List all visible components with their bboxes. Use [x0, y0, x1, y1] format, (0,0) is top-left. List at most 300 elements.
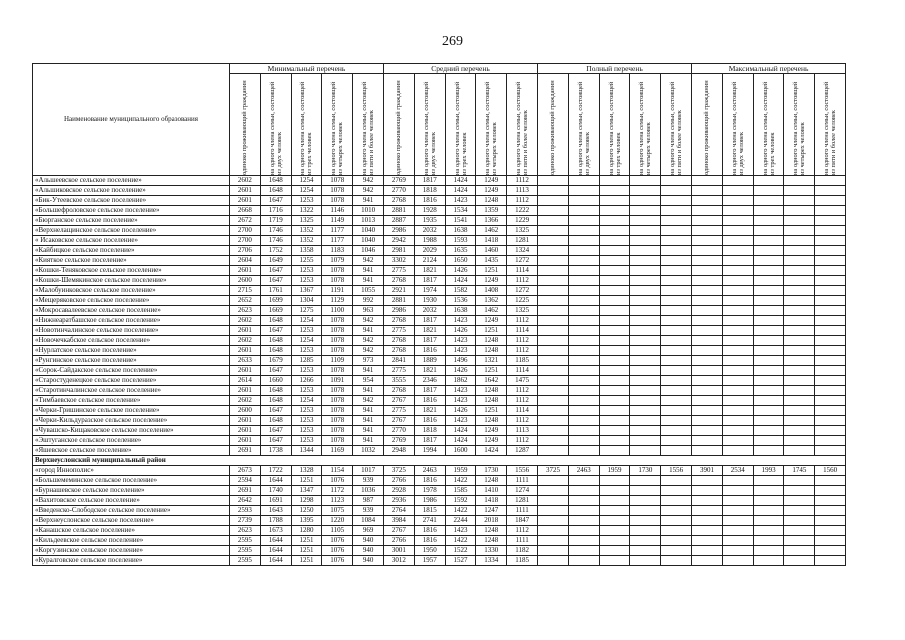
value-cell [784, 536, 815, 546]
table-row [33, 496, 846, 506]
table-row [33, 176, 846, 186]
value-cell: 2602 [230, 336, 261, 346]
value-cell: 1304 [291, 296, 322, 306]
municipality-name: «Эштуганское сельское поселение» [33, 436, 230, 446]
value-cell [784, 426, 815, 436]
value-cell: 1191 [322, 286, 353, 296]
value-cell [568, 556, 599, 566]
value-cell: 942 [353, 176, 384, 186]
value-cell [568, 306, 599, 316]
value-cell: 1249 [476, 316, 507, 326]
group-header-maximal: Максимальный перечень [692, 64, 846, 74]
value-cell [599, 316, 630, 326]
value-cell [538, 486, 569, 496]
value-cell [661, 376, 692, 386]
value-cell: 1986 [414, 496, 445, 506]
table-row [33, 226, 846, 236]
municipality-name: «Куралговское сельское поселение» [33, 556, 230, 566]
value-cell [815, 476, 846, 486]
value-cell [630, 336, 661, 346]
value-cell [815, 286, 846, 296]
value-cell [568, 316, 599, 326]
value-cell: 1928 [414, 206, 445, 216]
table-row [33, 516, 846, 526]
value-cell: 2921 [384, 286, 415, 296]
value-cell: 2766 [384, 536, 415, 546]
value-cell: 1248 [476, 526, 507, 536]
value-cell [538, 316, 569, 326]
value-cell [784, 336, 815, 346]
value-cell [692, 556, 723, 566]
value-cell: 2463 [568, 466, 599, 476]
value-cell: 1251 [476, 266, 507, 276]
table-row [33, 386, 846, 396]
value-cell: 942 [353, 396, 384, 406]
subcolumn-header-label: на одного члена семьи, состоящей из пяти и более человек [515, 81, 530, 175]
value-cell [538, 176, 569, 186]
value-cell [722, 316, 753, 326]
value-cell: 1177 [322, 236, 353, 246]
value-cell: 1010 [353, 206, 384, 216]
value-cell: 1673 [260, 526, 291, 536]
value-cell [630, 366, 661, 376]
value-cell: 1112 [507, 386, 538, 396]
table-row [33, 556, 846, 566]
value-cell: 1556 [507, 466, 538, 476]
value-cell [815, 196, 846, 206]
value-cell: 941 [353, 326, 384, 336]
value-cell: 1272 [507, 286, 538, 296]
value-cell [568, 216, 599, 226]
value-cell [538, 516, 569, 526]
value-cell: 1821 [414, 406, 445, 416]
value-cell: 2602 [230, 316, 261, 326]
value-cell [722, 476, 753, 486]
value-cell: 1648 [260, 186, 291, 196]
value-cell [568, 276, 599, 286]
value-cell [722, 256, 753, 266]
value-cell: 1424 [445, 176, 476, 186]
value-cell [599, 436, 630, 446]
value-cell: 1930 [414, 296, 445, 306]
value-cell [722, 186, 753, 196]
value-cell: 941 [353, 266, 384, 276]
value-cell [630, 266, 661, 276]
value-cell [538, 196, 569, 206]
value-cell: 1738 [260, 446, 291, 456]
value-cell [538, 186, 569, 196]
value-cell [538, 396, 569, 406]
value-cell [753, 446, 784, 456]
value-cell [599, 246, 630, 256]
value-cell [630, 286, 661, 296]
value-cell: 1730 [476, 466, 507, 476]
value-cell [599, 476, 630, 486]
value-cell: 1821 [414, 326, 445, 336]
municipality-name: «Введенско-Слободское сельское поселение» [33, 506, 230, 516]
value-cell: 1423 [445, 526, 476, 536]
value-cell: 1817 [414, 316, 445, 326]
value-cell: 2768 [384, 386, 415, 396]
value-cell: 1817 [414, 176, 445, 186]
value-cell [815, 366, 846, 376]
value-cell [753, 426, 784, 436]
value-cell: 1272 [507, 256, 538, 266]
value-cell: 1426 [445, 406, 476, 416]
value-cell: 1699 [260, 296, 291, 306]
value-cell: 1111 [507, 476, 538, 486]
value-cell [538, 446, 569, 456]
subcolumn-header-label: на одного члена семьи, состоящей из двух человек [576, 81, 591, 175]
value-cell: 2715 [230, 286, 261, 296]
value-cell: 1078 [322, 346, 353, 356]
value-cell [692, 376, 723, 386]
value-cell [630, 326, 661, 336]
subcolumn-header-label: на одного члена семьи, состоящей из двух человек [422, 81, 437, 175]
value-cell [599, 506, 630, 516]
value-cell: 1113 [507, 426, 538, 436]
value-cell [661, 496, 692, 506]
value-cell [630, 216, 661, 226]
value-cell: 2601 [230, 266, 261, 276]
value-cell [599, 216, 630, 226]
value-cell: 1815 [414, 506, 445, 516]
municipality-name: «Кошки-Шемякинское сельское поселение» [33, 276, 230, 286]
value-cell: 940 [353, 546, 384, 556]
table-row [33, 366, 846, 376]
value-cell [784, 366, 815, 376]
value-cell [815, 316, 846, 326]
value-cell [538, 376, 569, 386]
value-cell [568, 356, 599, 366]
value-cell [722, 356, 753, 366]
value-cell: 2768 [384, 336, 415, 346]
value-cell [753, 186, 784, 196]
value-cell: 1275 [291, 306, 322, 316]
value-cell [753, 516, 784, 526]
value-cell: 1017 [353, 466, 384, 476]
value-cell [692, 336, 723, 346]
value-cell [722, 556, 753, 566]
value-cell [753, 476, 784, 486]
value-cell [753, 366, 784, 376]
value-cell [815, 416, 846, 426]
value-cell: 2767 [384, 416, 415, 426]
value-cell: 1534 [445, 206, 476, 216]
value-cell [538, 206, 569, 216]
municipality-name: «Чувашско-Кищаковское сельское поселение» [33, 426, 230, 436]
value-cell [753, 396, 784, 406]
value-cell [753, 546, 784, 556]
value-cell: 1185 [507, 356, 538, 366]
value-cell [722, 336, 753, 346]
value-cell: 3725 [384, 466, 415, 476]
value-cell: 1536 [445, 296, 476, 306]
value-cell: 1648 [260, 386, 291, 396]
value-cell: 969 [353, 526, 384, 536]
municipality-name: «Черки-Гришинское сельское поселение» [33, 406, 230, 416]
tariff-table [32, 63, 846, 566]
value-cell [661, 176, 692, 186]
value-cell [692, 446, 723, 456]
value-cell: 1253 [291, 386, 322, 396]
value-cell: 1220 [322, 516, 353, 526]
subcolumn-header [753, 74, 784, 176]
value-cell [815, 386, 846, 396]
value-cell [692, 506, 723, 516]
value-cell: 1185 [507, 556, 538, 566]
value-cell: 2986 [384, 306, 415, 316]
value-cell [815, 496, 846, 506]
subcolumn-header-label: на одного члена семьи, состоящей из двух человек [730, 81, 745, 175]
value-cell: 2244 [445, 516, 476, 526]
subcolumn-header [661, 74, 692, 176]
value-cell [568, 346, 599, 356]
value-cell: 1647 [260, 406, 291, 416]
value-cell [568, 286, 599, 296]
value-cell [753, 496, 784, 506]
subcolumn-header [384, 74, 415, 176]
value-cell: 1112 [507, 416, 538, 426]
value-cell [661, 486, 692, 496]
value-cell: 1253 [291, 366, 322, 376]
value-cell [753, 316, 784, 326]
value-cell: 1105 [322, 526, 353, 536]
value-cell: 2602 [230, 176, 261, 186]
value-cell: 992 [353, 296, 384, 306]
value-cell: 1078 [322, 426, 353, 436]
value-cell: 2595 [230, 556, 261, 566]
value-cell: 1817 [414, 386, 445, 396]
municipality-name: «Альшиковское сельское поселение» [33, 186, 230, 196]
value-cell: 1818 [414, 426, 445, 436]
value-cell: 1648 [260, 416, 291, 426]
value-cell [568, 476, 599, 486]
value-cell: 1761 [260, 286, 291, 296]
value-cell [753, 236, 784, 246]
value-cell [599, 196, 630, 206]
value-cell: 1248 [476, 396, 507, 406]
value-cell [692, 496, 723, 506]
value-cell [661, 556, 692, 566]
value-cell: 1076 [322, 476, 353, 486]
subcolumn-header-label: на одного члена семьи, состоящей из трех человек [607, 81, 622, 175]
table-row [33, 466, 846, 476]
value-cell: 1816 [414, 536, 445, 546]
value-cell [784, 486, 815, 496]
value-cell: 1076 [322, 536, 353, 546]
value-cell [661, 406, 692, 416]
value-cell: 2769 [384, 176, 415, 186]
value-cell [722, 236, 753, 246]
value-cell [661, 286, 692, 296]
value-cell [568, 366, 599, 376]
value-cell [538, 266, 569, 276]
value-cell [630, 386, 661, 396]
value-cell [692, 486, 723, 496]
value-cell [722, 326, 753, 336]
value-cell [692, 256, 723, 266]
value-cell: 1344 [291, 446, 322, 456]
value-cell: 2600 [230, 276, 261, 286]
value-cell [692, 266, 723, 276]
value-cell: 2881 [384, 296, 415, 306]
subcolumn-header-label: на одного члена семьи, состоящей из пяти и более человек [361, 81, 376, 175]
value-cell: 1462 [476, 226, 507, 236]
value-cell: 1078 [322, 276, 353, 286]
value-cell: 941 [353, 426, 384, 436]
value-cell: 1679 [260, 356, 291, 366]
subcolumn-header [630, 74, 661, 176]
value-cell [538, 426, 569, 436]
value-cell: 1250 [291, 506, 322, 516]
value-cell [815, 306, 846, 316]
value-cell [722, 516, 753, 526]
value-cell: 1424 [445, 276, 476, 286]
value-cell [568, 536, 599, 546]
value-cell [599, 206, 630, 216]
subcolumn-header [291, 74, 322, 176]
value-cell: 2768 [384, 316, 415, 326]
value-cell [815, 356, 846, 366]
value-cell: 1460 [476, 246, 507, 256]
value-cell [630, 316, 661, 326]
value-cell: 2601 [230, 326, 261, 336]
value-cell: 1112 [507, 176, 538, 186]
municipality-name: «Канашское сельское поселение» [33, 526, 230, 536]
value-cell [661, 306, 692, 316]
value-cell: 1324 [507, 246, 538, 256]
value-cell [815, 436, 846, 446]
subcolumn-header [322, 74, 353, 176]
value-cell [568, 266, 599, 276]
value-cell: 2770 [384, 426, 415, 436]
table-row [33, 346, 846, 356]
value-cell [692, 286, 723, 296]
value-cell [538, 216, 569, 226]
value-cell [692, 326, 723, 336]
value-cell [692, 316, 723, 326]
subcolumn-header-label: одиноко проживающий гражданин [703, 80, 711, 175]
value-cell: 2775 [384, 326, 415, 336]
value-cell: 1418 [476, 496, 507, 506]
value-cell: 1644 [260, 546, 291, 556]
table-row [33, 476, 846, 486]
value-cell: 1100 [322, 306, 353, 316]
value-cell [753, 416, 784, 426]
municipality-name: «Бурнашевское сельское поселение» [33, 486, 230, 496]
value-cell [722, 176, 753, 186]
value-cell: 2601 [230, 436, 261, 446]
value-cell [753, 406, 784, 416]
value-cell [661, 476, 692, 486]
value-cell [753, 196, 784, 206]
value-cell [661, 526, 692, 536]
value-cell [753, 326, 784, 336]
value-cell [599, 446, 630, 456]
value-cell [661, 196, 692, 206]
value-cell [661, 186, 692, 196]
value-cell: 1957 [414, 556, 445, 566]
value-cell [538, 286, 569, 296]
value-cell: 1424 [445, 186, 476, 196]
value-cell [815, 296, 846, 306]
municipality-name: «Кияткое сельское поселение» [33, 256, 230, 266]
value-cell: 1347 [291, 486, 322, 496]
subcolumn-header-label: одиноко проживающий гражданин [395, 80, 403, 175]
value-cell [722, 206, 753, 216]
value-cell [753, 276, 784, 286]
value-cell [568, 296, 599, 306]
value-cell [692, 366, 723, 376]
value-cell: 1716 [260, 206, 291, 216]
value-cell: 1114 [507, 326, 538, 336]
value-cell [815, 256, 846, 266]
table-row [33, 266, 846, 276]
value-cell [692, 516, 723, 526]
value-cell [784, 196, 815, 206]
value-cell: 2601 [230, 416, 261, 426]
table-row [33, 336, 846, 346]
value-cell: 1426 [445, 266, 476, 276]
value-cell [630, 426, 661, 436]
value-cell [753, 226, 784, 236]
value-cell [753, 436, 784, 446]
value-cell: 1462 [476, 306, 507, 316]
value-cell [661, 356, 692, 366]
value-cell: 2642 [230, 496, 261, 506]
value-cell [784, 376, 815, 386]
value-cell: 1078 [322, 176, 353, 186]
value-cell [630, 306, 661, 316]
value-cell: 1154 [322, 466, 353, 476]
value-cell: 1660 [260, 376, 291, 386]
value-cell [753, 286, 784, 296]
value-cell: 1013 [353, 216, 384, 226]
value-cell: 1146 [322, 206, 353, 216]
table-row [33, 286, 846, 296]
value-cell: 1644 [260, 536, 291, 546]
value-cell [630, 256, 661, 266]
value-cell [692, 356, 723, 366]
value-cell [661, 416, 692, 426]
value-cell [661, 436, 692, 446]
value-cell: 1959 [599, 466, 630, 476]
value-cell: 3012 [384, 556, 415, 566]
subcolumn-header-label: на одного члена семьи, состоящей из четырех человек [638, 81, 653, 175]
subcolumn-header [414, 74, 445, 176]
value-cell: 1788 [260, 516, 291, 526]
value-cell: 1730 [630, 466, 661, 476]
value-cell: 1556 [661, 466, 692, 476]
value-cell: 1321 [476, 356, 507, 366]
table-row [33, 356, 846, 366]
value-cell [538, 506, 569, 516]
value-cell [630, 556, 661, 566]
value-cell: 2948 [384, 446, 415, 456]
value-cell [784, 276, 815, 286]
value-cell: 1527 [445, 556, 476, 566]
value-cell [692, 216, 723, 226]
value-cell [815, 326, 846, 336]
value-cell: 987 [353, 496, 384, 506]
value-cell: 1266 [291, 376, 322, 386]
value-cell [753, 486, 784, 496]
value-cell [630, 226, 661, 236]
value-cell [630, 476, 661, 486]
value-cell: 1114 [507, 266, 538, 276]
value-cell: 1248 [476, 196, 507, 206]
